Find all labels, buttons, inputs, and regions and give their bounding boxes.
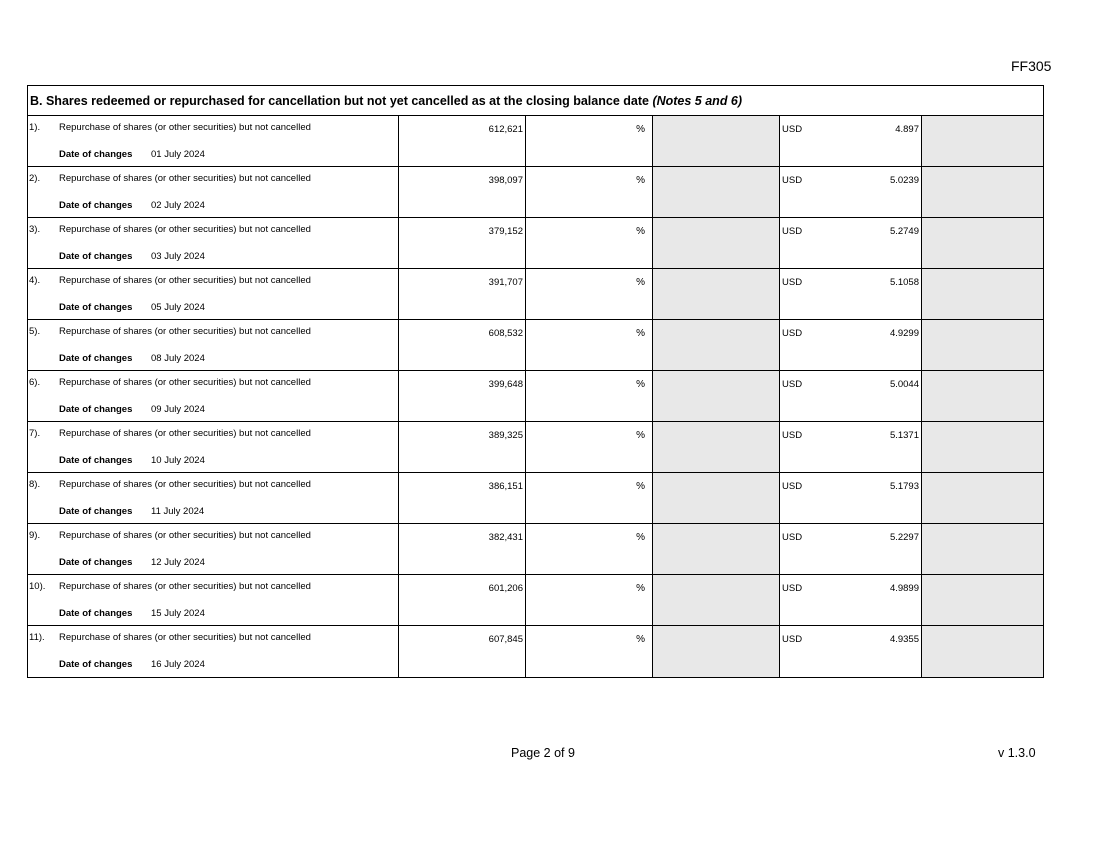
percent-cell (526, 371, 653, 421)
shaded-cell (922, 524, 1043, 574)
percent-cell (526, 422, 653, 472)
percent-cell (526, 116, 653, 166)
description-cell (28, 218, 399, 268)
table-row (28, 626, 1043, 677)
page-number: Page 2 of 9 (511, 746, 575, 760)
price-value: 5.1371 (889, 430, 919, 441)
description-cell (28, 116, 399, 166)
description-cell (28, 626, 399, 677)
table-body (28, 116, 1043, 677)
section-title (28, 86, 1043, 116)
currency-code: USD (782, 481, 803, 492)
currency-code: USD (782, 175, 803, 186)
percent-symbol: % (636, 277, 645, 288)
row-index: 7). (29, 428, 41, 439)
shaded-cell (653, 626, 780, 677)
table-row (28, 371, 1043, 422)
date-of-changes: 02 July 2024 (151, 200, 205, 211)
row-description: Repurchase of shares (or other securities) but not cancelled (59, 326, 311, 337)
row-index: 10). (29, 581, 46, 592)
price-value: 5.0044 (889, 379, 919, 390)
table-row (28, 167, 1043, 218)
currency-code: USD (782, 379, 803, 390)
row-index: 9). (29, 530, 41, 541)
date-of-changes: 03 July 2024 (151, 251, 205, 262)
currency-code: USD (782, 277, 803, 288)
price-value: 4.897 (895, 124, 919, 135)
percent-cell (526, 320, 653, 370)
quantity-value: 607,845 (488, 634, 523, 645)
quantity-value: 391,707 (488, 277, 523, 288)
row-index: 3). (29, 224, 41, 235)
quantity-value: 386,151 (488, 481, 523, 492)
row-index: 2). (29, 173, 41, 184)
quantity-value: 612,621 (488, 124, 523, 135)
date-of-changes: 08 July 2024 (151, 353, 205, 364)
percent-cell (526, 575, 653, 625)
percent-cell (526, 167, 653, 217)
percent-symbol: % (636, 124, 645, 135)
row-index: 1). (29, 122, 41, 133)
price-value: 4.9899 (889, 583, 919, 594)
table-row (28, 524, 1043, 575)
table-row (28, 218, 1043, 269)
price-cell (780, 371, 922, 421)
price-value: 4.9355 (889, 634, 919, 645)
quantity-value: 608,532 (488, 328, 523, 339)
shaded-cell (922, 575, 1043, 625)
currency-code: USD (782, 532, 803, 543)
table-row (28, 116, 1043, 167)
quantity-cell (399, 167, 526, 217)
date-of-changes: 09 July 2024 (151, 404, 205, 415)
price-cell (780, 422, 922, 472)
percent-symbol: % (636, 430, 645, 441)
table-row (28, 269, 1043, 320)
price-cell (780, 626, 922, 677)
price-cell (780, 473, 922, 523)
price-value: 5.2297 (889, 532, 919, 543)
shaded-cell (922, 626, 1043, 677)
quantity-cell (399, 320, 526, 370)
quantity-cell (399, 575, 526, 625)
date-label: Date of changes (59, 353, 133, 364)
row-description: Repurchase of shares (or other securities) but not cancelled (59, 224, 311, 235)
description-cell (28, 422, 399, 472)
quantity-cell (399, 371, 526, 421)
price-cell (780, 218, 922, 268)
date-of-changes: 11 July 2024 (151, 506, 205, 517)
price-value: 5.1058 (889, 277, 919, 288)
shaded-cell (922, 473, 1043, 523)
currency-code: USD (782, 124, 803, 135)
shaded-cell (653, 320, 780, 370)
quantity-value: 601,206 (488, 583, 523, 594)
description-cell (28, 320, 399, 370)
date-label: Date of changes (59, 200, 133, 211)
row-index: 5). (29, 326, 41, 337)
shaded-cell (653, 167, 780, 217)
section-title-text: B. Shares redeemed or repurchased for cancellation but not yet cancelled as at the closing balance date (30, 94, 649, 108)
row-description: Repurchase of shares (or other securities) but not cancelled (59, 275, 311, 286)
quantity-value: 382,431 (488, 532, 523, 543)
percent-symbol: % (636, 379, 645, 390)
quantity-cell (399, 524, 526, 574)
date-of-changes: 12 July 2024 (151, 557, 205, 568)
row-description: Repurchase of shares (or other securities) but not cancelled (59, 428, 311, 439)
description-cell (28, 575, 399, 625)
row-index: 6). (29, 377, 41, 388)
description-cell (28, 473, 399, 523)
quantity-cell (399, 626, 526, 677)
percent-cell (526, 626, 653, 677)
quantity-cell (399, 116, 526, 166)
percent-cell (526, 269, 653, 319)
shaded-cell (922, 116, 1043, 166)
date-label: Date of changes (59, 506, 133, 517)
percent-symbol: % (636, 634, 645, 645)
currency-code: USD (782, 430, 803, 441)
row-index: 8). (29, 479, 41, 490)
row-description: Repurchase of shares (or other securities) but not cancelled (59, 479, 311, 490)
price-cell (780, 167, 922, 217)
date-of-changes: 15 July 2024 (151, 608, 205, 619)
quantity-cell (399, 473, 526, 523)
form-code: FF305 (1011, 58, 1052, 74)
date-label: Date of changes (59, 302, 133, 313)
date-label: Date of changes (59, 659, 133, 670)
shaded-cell (922, 167, 1043, 217)
currency-code: USD (782, 328, 803, 339)
description-cell (28, 269, 399, 319)
percent-symbol: % (636, 532, 645, 543)
percent-symbol: % (636, 328, 645, 339)
price-cell (780, 320, 922, 370)
currency-code: USD (782, 583, 803, 594)
date-label: Date of changes (59, 404, 133, 415)
date-label: Date of changes (59, 608, 133, 619)
shaded-cell (653, 524, 780, 574)
row-index: 11). (29, 632, 45, 643)
shaded-cell (653, 422, 780, 472)
shaded-cell (653, 575, 780, 625)
shaded-cell (653, 269, 780, 319)
row-description: Repurchase of shares (or other securities) but not cancelled (59, 530, 311, 541)
price-cell (780, 575, 922, 625)
percent-cell (526, 473, 653, 523)
quantity-value: 379,152 (488, 226, 523, 237)
row-index: 4). (29, 275, 41, 286)
currency-code: USD (782, 226, 803, 237)
price-value: 5.1793 (889, 481, 919, 492)
shaded-cell (922, 269, 1043, 319)
table-row (28, 473, 1043, 524)
shaded-cell (922, 218, 1043, 268)
price-cell (780, 524, 922, 574)
section-notes: (Notes 5 and 6) (652, 94, 743, 108)
currency-code: USD (782, 634, 803, 645)
repurchase-table (27, 85, 1044, 678)
shaded-cell (922, 320, 1043, 370)
percent-cell (526, 218, 653, 268)
quantity-cell (399, 269, 526, 319)
quantity-value: 399,648 (488, 379, 523, 390)
date-label: Date of changes (59, 557, 133, 568)
percent-cell (526, 524, 653, 574)
price-cell (780, 116, 922, 166)
table-row (28, 575, 1043, 626)
price-value: 4.9299 (889, 328, 919, 339)
description-cell (28, 371, 399, 421)
quantity-value: 398,097 (488, 175, 523, 186)
description-cell (28, 167, 399, 217)
shaded-cell (922, 371, 1043, 421)
version-label: v 1.3.0 (998, 746, 1036, 760)
row-description: Repurchase of shares (or other securities) but not cancelled (59, 581, 311, 592)
quantity-cell (399, 422, 526, 472)
row-description: Repurchase of shares (or other securities) but not cancelled (59, 122, 311, 133)
row-description: Repurchase of shares (or other securities) but not cancelled (59, 173, 311, 184)
shaded-cell (922, 422, 1043, 472)
table-row (28, 422, 1043, 473)
percent-symbol: % (636, 175, 645, 186)
date-of-changes: 01 July 2024 (151, 149, 205, 160)
quantity-value: 389,325 (488, 430, 523, 441)
price-value: 5.0239 (889, 175, 919, 186)
shaded-cell (653, 218, 780, 268)
description-cell (28, 524, 399, 574)
quantity-cell (399, 218, 526, 268)
date-of-changes: 05 July 2024 (151, 302, 205, 313)
table-row (28, 320, 1043, 371)
date-label: Date of changes (59, 149, 133, 160)
percent-symbol: % (636, 226, 645, 237)
date-of-changes: 10 July 2024 (151, 455, 205, 466)
date-label: Date of changes (59, 455, 133, 466)
row-description: Repurchase of shares (or other securities) but not cancelled (59, 632, 311, 643)
percent-symbol: % (636, 481, 645, 492)
row-description: Repurchase of shares (or other securities) but not cancelled (59, 377, 311, 388)
shaded-cell (653, 116, 780, 166)
date-label: Date of changes (59, 251, 133, 262)
price-cell (780, 269, 922, 319)
percent-symbol: % (636, 583, 645, 594)
date-of-changes: 16 July 2024 (151, 659, 205, 670)
price-value: 5.2749 (889, 226, 919, 237)
shaded-cell (653, 473, 780, 523)
shaded-cell (653, 371, 780, 421)
